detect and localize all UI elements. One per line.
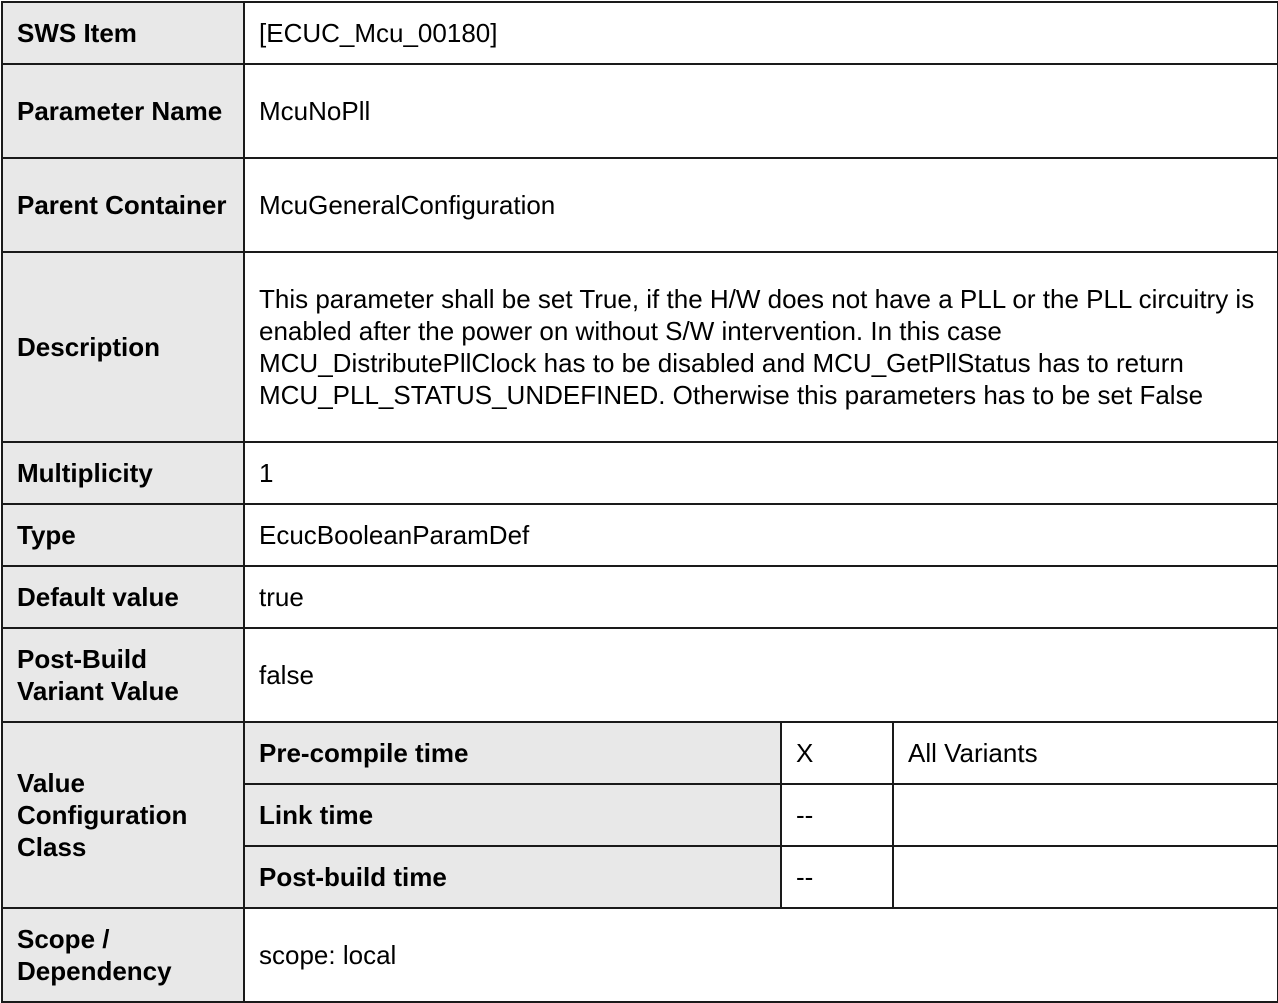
post-build-variant-value-value: false	[244, 628, 1278, 722]
parent-container-label: Parent Container	[2, 158, 244, 252]
config-time-variants	[893, 846, 1278, 908]
config-time-mark: --	[781, 846, 893, 908]
config-time-variants: All Variants	[893, 722, 1278, 784]
scope-dependency-value: scope: local	[244, 908, 1278, 1002]
multiplicity-label: Multiplicity	[2, 442, 244, 504]
parameter-spec-table	[1, 1, 1278, 1003]
default-value-value: true	[244, 566, 1278, 628]
description-value: This parameter shall be set True, if the H/W does not have a PLL or the PLL circuitry is enabled after the power on without S/W intervention. In this case MCU_DistributePllClock has to be disabled and MCU_GetPllStatus has to return MCU_PLL_STATUS_UNDEFINED. Otherwise this parameters has to be set False	[244, 252, 1278, 442]
row-default-value	[2, 566, 1278, 628]
row-multiplicity	[2, 442, 1278, 504]
multiplicity-value: 1	[244, 442, 1278, 504]
type-label: Type	[2, 504, 244, 566]
row-value-configuration-class-pre-compile	[2, 722, 1278, 784]
parameter-name-value: McuNoPll	[244, 64, 1278, 158]
row-scope-dependency	[2, 908, 1278, 1002]
row-description	[2, 252, 1278, 442]
description-label: Description	[2, 252, 244, 442]
sws-item-value: [ECUC_Mcu_00180]	[244, 2, 1278, 64]
sws-item-label: SWS Item	[2, 2, 244, 64]
scope-dependency-label: Scope / Dependency	[2, 908, 244, 1002]
row-parent-container	[2, 158, 1278, 252]
default-value-label: Default value	[2, 566, 244, 628]
row-sws-item	[2, 2, 1278, 64]
value-configuration-class-label: Value Configuration Class	[2, 722, 244, 908]
config-time-variants	[893, 784, 1278, 846]
parent-container-value: McuGeneralConfiguration	[244, 158, 1278, 252]
config-time-label: Pre-compile time	[244, 722, 781, 784]
type-value: EcucBooleanParamDef	[244, 504, 1278, 566]
post-build-variant-value-label: Post-Build Variant Value	[2, 628, 244, 722]
row-parameter-name	[2, 64, 1278, 158]
parameter-name-label: Parameter Name	[2, 64, 244, 158]
row-type	[2, 504, 1278, 566]
config-time-mark: X	[781, 722, 893, 784]
row-post-build-variant-value	[2, 628, 1278, 722]
config-time-label: Link time	[244, 784, 781, 846]
config-time-label: Post-build time	[244, 846, 781, 908]
config-time-mark: --	[781, 784, 893, 846]
